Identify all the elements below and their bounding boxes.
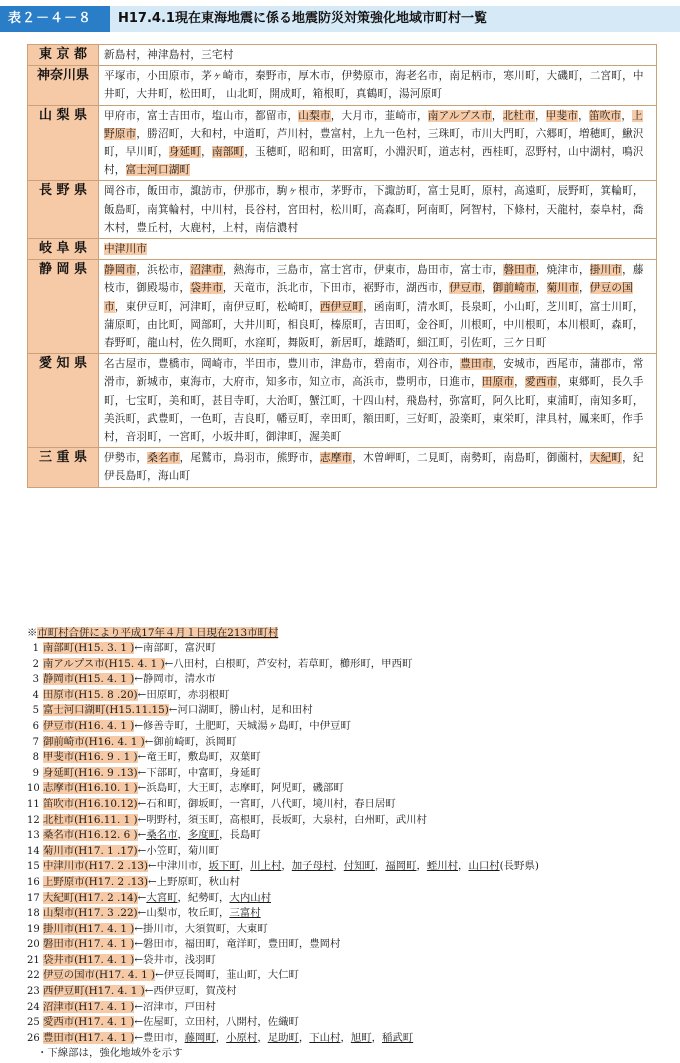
municipality-text: 桑名市 — [147, 452, 180, 465]
municipality-text: 豊田市 — [460, 358, 493, 371]
merger-item — [27, 875, 667, 891]
merger-text: ， — [177, 829, 188, 842]
municipality-text: ，安城市，西尾市，蒲郡市，常滑市，新城市，東海市，大府市，知多市，知立市，高浜市，豊明市，日進市， — [104, 358, 644, 389]
municipality-text: 愛西市 — [524, 376, 558, 389]
merger-number: 22 — [27, 970, 40, 982]
merger-item — [27, 766, 667, 782]
municipality-text: ， — [578, 109, 589, 122]
prefecture-row — [28, 260, 657, 354]
merger-text: 静岡市(H15. 4. 1 ) — [43, 673, 135, 686]
merger-text: (長野県) — [499, 860, 539, 873]
municipality-text: 平塚市，小田原市，茅ヶ崎市，秦野市，厚木市，伊勢原市，海老名市，南足柄市，寒川町，大磯町，二宮町，中井町，大井町，松田町， 山北町，開成町，箱根町，真鶴町，湯河原町 — [104, 70, 644, 101]
merger-text: ， — [298, 1031, 310, 1044]
merger-item — [27, 828, 667, 844]
municipality-text: ，勝沼町，大和村，中道町，芦川村，豊富村，上九一色村，三珠町，市川大門町，六郷町，増穂町，鰍沢町，早川町， — [104, 127, 644, 159]
municipality-list — [99, 448, 657, 487]
merger-text: ←磐田市，福田町，竜洋町，豊田町，豊岡村 — [134, 938, 341, 951]
merger-text: 袋井市(H17. 4. 1 ) — [43, 953, 135, 966]
merger-text: ←河口湖町，勝山村，足和田村 — [168, 704, 313, 717]
municipality-text: ，浜松市， — [136, 264, 191, 277]
municipality-list — [99, 239, 657, 260]
municipality-text: ，尾鷲市，鳥羽市，熊野市， — [179, 452, 320, 465]
merger-item — [27, 672, 667, 688]
merger-number: 7 — [32, 736, 39, 748]
municipality-text: 北杜市 — [502, 109, 535, 122]
merger-text: ←田原町，赤羽根町 — [137, 688, 230, 701]
prefecture-row — [28, 45, 657, 66]
merger-item — [27, 922, 667, 938]
merger-list — [27, 641, 667, 1046]
merger-text: ←明野村，須玉町，高根町，長坂町，大泉村，白州町，武川村 — [137, 813, 427, 826]
merger-text: ←上野原町，秋山村 — [148, 875, 240, 888]
merger-text: 三富村 — [229, 907, 261, 920]
merger-text: 小原村 — [226, 1031, 258, 1044]
merger-number: 23 — [27, 986, 40, 998]
prefecture-municipality-table — [27, 44, 657, 488]
municipality-text: 甲斐市 — [545, 109, 579, 122]
merger-number: 3 — [32, 674, 39, 686]
municipality-text: 袋井市 — [190, 282, 223, 295]
municipality-text: 大紀町 — [589, 452, 623, 465]
municipality-text: 伊豆の国市 — [104, 282, 633, 313]
merger-item — [27, 968, 667, 984]
merger-item — [27, 1015, 667, 1031]
municipality-list — [99, 66, 657, 105]
prefecture-row — [28, 448, 657, 487]
merger-text: ←袋井市，浅羽町 — [134, 953, 216, 966]
merger-text: ←静岡市，清水市 — [134, 673, 216, 686]
merger-item — [27, 735, 667, 751]
merger-text: 上野原市(H17. 2 .13) — [43, 875, 148, 888]
merger-text: 伊豆の国市(H17. 4. 1 ) — [43, 969, 156, 982]
prefecture-row — [28, 105, 657, 181]
prefecture-row — [28, 354, 657, 448]
merger-text: 桑名市(H16.12. 6 ) — [43, 829, 138, 842]
merger-text: ， — [340, 1031, 351, 1044]
municipality-text: 笛吹市 — [588, 109, 622, 122]
municipality-text: ，紀伊長島町，海山町 — [104, 452, 644, 483]
merger-text: 西伊豆町(H17. 4. 1 ) — [43, 985, 145, 998]
merger-number: 1 — [32, 643, 39, 654]
merger-text: 笛吹市(H16.10.12) — [43, 797, 138, 810]
merger-text: ←石和町，御坂町，一宮町，八代町，境川村，春日居町 — [137, 797, 396, 810]
merger-number: 16 — [27, 876, 40, 888]
merger-text: 坂下町 — [208, 860, 240, 873]
municipality-text: 甲府市，富士吉田市，塩山市，都留市， — [104, 109, 299, 122]
merger-text: ， — [257, 1031, 268, 1044]
merger-item — [27, 906, 667, 922]
municipality-text: ， — [491, 109, 503, 122]
merger-text: 掛川市(H17. 4. 1 ) — [43, 922, 135, 935]
municipality-text: 西伊豆町 — [319, 300, 364, 313]
municipality-text: ，木曽岬町，二見町，南勢町，南島町，御薗村， — [352, 452, 590, 465]
municipality-text: ， — [514, 376, 525, 389]
prefecture-name: 神奈川県 — [28, 66, 99, 105]
municipality-text: 田原市 — [481, 376, 515, 389]
municipality-list — [99, 105, 657, 181]
merger-text: 御前崎市(H16. 4. 1 ) — [43, 735, 145, 748]
merger-item — [27, 1000, 667, 1016]
merger-number: 9 — [32, 767, 39, 779]
municipality-text: 山梨市 — [298, 109, 331, 122]
prefecture-name: 岐 阜 県 — [28, 239, 99, 260]
merger-item — [27, 657, 667, 673]
merger-text: 福岡町 — [385, 860, 417, 873]
merger-item — [27, 891, 667, 907]
merger-text: 桑名市 — [146, 829, 178, 842]
merger-text: ， — [333, 860, 344, 873]
municipality-text: 伊勢市， — [104, 452, 148, 465]
municipality-list — [99, 260, 657, 354]
merger-text: ← — [137, 829, 147, 842]
municipality-text: 富士河口湖町 — [125, 164, 191, 177]
merger-text: 志摩市(H16.10. 1 ) — [43, 782, 138, 795]
merger-text: ←小笠町，菊川町 — [137, 844, 220, 857]
merger-text: ←御前崎町，浜岡町 — [144, 735, 237, 748]
prefecture-name: 静 岡 県 — [28, 260, 99, 354]
merger-text: 菊川市(H17. 1 .17) — [43, 844, 138, 857]
prefecture-name: 長 野 県 — [28, 181, 99, 239]
merger-number: 12 — [27, 814, 40, 826]
merger-text: 身延町(H16. 9 .13) — [43, 766, 138, 779]
municipality-text: ，熱海市，三島市，富士宮市，伊東市，島田市，富士市， — [222, 264, 504, 277]
municipality-text: 伊豆市 — [449, 282, 482, 295]
municipality-text: ，玉穂町，昭和町，田富町，小淵沢町，道志村，西桂町，忍野村，山中湖村，鳴沢村， — [104, 146, 644, 177]
merger-number: 20 — [27, 939, 40, 951]
merger-text: ← — [137, 891, 147, 904]
merger-text: 川上村 — [250, 860, 282, 873]
prefecture-name: 三 重 県 — [28, 448, 99, 487]
merger-text: 富士河口湖町(H15.11.15) — [43, 704, 169, 717]
municipality-list — [99, 354, 657, 448]
merger-number: 8 — [32, 752, 39, 764]
merger-number: 10 — [27, 783, 40, 795]
merger-number: 24 — [27, 1001, 40, 1013]
merger-text: 磐田市(H17. 4. 1 ) — [43, 938, 135, 951]
merger-number: 2 — [32, 658, 39, 670]
merger-text: ， — [374, 860, 386, 873]
municipality-text: ，焼津市， — [535, 264, 590, 277]
prefecture-name: 山 梨 県 — [28, 105, 99, 181]
merger-text: ←西伊豆町，賀茂村 — [144, 985, 237, 998]
merger-item — [27, 984, 667, 1000]
municipality-text: 新島村，神津島村，三宅村 — [104, 49, 234, 61]
municipality-text: 中津川市 — [104, 243, 148, 256]
prefecture-name: 東 京 都 — [28, 45, 99, 66]
merger-number: 5 — [32, 705, 39, 717]
merger-text: 付知町 — [343, 860, 375, 873]
merger-text: ←下部町，中富町，身延町 — [137, 766, 261, 779]
merger-text: ←伊豆長岡町，韮山町，大仁町 — [155, 969, 299, 982]
municipality-list — [99, 45, 657, 66]
merger-number: 17 — [27, 892, 40, 904]
merger-item — [27, 703, 667, 719]
municipality-text: 身延町 — [168, 146, 202, 159]
merger-text: ， — [371, 1031, 383, 1044]
merger-text: ←浜島町，大王町，志摩町，阿児町，磯部町 — [137, 782, 344, 795]
merger-number: 15 — [27, 861, 40, 873]
merger-item — [27, 750, 667, 766]
merger-number: 6 — [32, 720, 39, 732]
municipality-text: ，大月市，韮崎市， — [330, 109, 428, 122]
merger-number: 21 — [27, 954, 40, 966]
prefecture-row — [28, 239, 657, 260]
prefecture-row — [28, 66, 657, 105]
merger-text: 足助町 — [267, 1031, 299, 1044]
merger-text: 下山村 — [309, 1031, 341, 1044]
municipality-text: ，藤枝市，御殿場市， — [104, 264, 644, 295]
merger-number: 14 — [27, 845, 40, 857]
merger-text: ←竜王町，敷島町，双葉町 — [137, 751, 261, 764]
merger-item — [27, 813, 667, 829]
merger-heading-text: 市町村合併により平成17年４月１日現在213市町村 — [37, 627, 279, 639]
municipality-text: 志摩市 — [319, 452, 353, 465]
merger-item — [27, 1031, 667, 1047]
merger-text: 大宮町 — [146, 891, 178, 904]
merger-text: 蛭川村 — [426, 860, 459, 873]
merger-text: ←八田村，白根町，芦安村，若草町，櫛形町，甲西町 — [164, 657, 413, 670]
merger-text: 南部町(H15. 3. 1 ) — [43, 642, 135, 654]
merger-text: 中津川市(H17. 2 .13) — [43, 860, 148, 873]
municipality-text: ，東郷町，長久手町，七宝町，美和町，甚目寺町，大治町，蟹江町，十四山村，飛島村，弥富町，阿久比町，東浦町，南知多町，美浜町，武豊町，一色町，吉良町，幡豆町，幸田町，額田町，三好町，設楽町，東栄町，津具村，鳳来町，作手村，音羽町，一宮町，小坂井町，御津町，渥美町 — [104, 376, 644, 444]
merger-text: 旭町 — [350, 1031, 372, 1044]
merger-text: 稲武町 — [382, 1031, 414, 1044]
merger-number: 4 — [32, 689, 39, 701]
prefecture-row — [28, 181, 657, 239]
municipality-text: 磐田市 — [503, 264, 536, 277]
merger-heading-text: ※ — [27, 627, 38, 639]
merger-text: 大紀町(H17. 2 .14) — [43, 891, 138, 904]
merger-heading — [27, 626, 667, 641]
municipality-text: ， — [534, 109, 546, 122]
merger-text: ， — [281, 860, 292, 873]
merger-item — [27, 719, 667, 735]
merger-text: ←山梨市，牧丘町， — [137, 907, 230, 920]
municipality-text: ， — [201, 146, 212, 159]
merger-text: 愛西市(H17. 4. 1 ) — [43, 1016, 135, 1029]
merger-text: ←豊田市， — [134, 1031, 185, 1044]
merger-number: 18 — [27, 908, 40, 920]
merger-text: 田原市(H15. 8 .20) — [43, 688, 138, 701]
prefecture-name: 愛 知 県 — [28, 354, 99, 448]
merger-number: 25 — [27, 1017, 40, 1029]
municipality-text: 掛川市 — [589, 264, 623, 277]
merger-text: ←修善寺町，土肥町，天城湯ヶ島町，中伊豆町 — [134, 719, 351, 732]
merger-text: 甲斐市(H16. 9 . 1 ) — [43, 751, 138, 764]
merger-item — [27, 781, 667, 797]
merger-number: 19 — [27, 923, 40, 935]
merger-text: ， — [239, 860, 251, 873]
merger-item — [27, 797, 667, 813]
merger-text: ←佐屋町，立田村，八開村，佐織町 — [134, 1016, 299, 1029]
municipality-text: ，東伊豆町，河津町，南伊豆町，松崎町， — [114, 300, 320, 313]
municipality-text: ， — [535, 282, 547, 295]
municipality-text: 名古屋市，豊橋市，岡崎市，半田市，豊川市，津島市，碧南市，刈谷市， — [104, 358, 461, 371]
table-title-bar — [0, 6, 680, 32]
municipality-text: 上野原市 — [104, 109, 643, 140]
municipality-text: 御前崎市 — [492, 282, 536, 295]
merger-number: 26 — [27, 1032, 40, 1044]
merger-item — [27, 937, 667, 953]
table-title: H17.4.1現在東海地震に係る地震防災対策強化地域市町村一覧 — [110, 6, 680, 32]
municipality-text: ，函南町，清水町，長泉町，小山町，芝川町，富士川町，蒲原町，由比町，岡部町，大井川町，相良町，榛原町，吉田町，金谷町，川根町，中川根町，本川根町，森町，春野町，龍山村，佐久間町，水窪町，舞阪町，新居町，雄踏町，細江町，引佐町，三ケ日町 — [104, 300, 644, 350]
merger-text: 北杜市(H16.11. 1 ) — [43, 813, 138, 826]
merger-item — [27, 953, 667, 969]
footnote: ・下線部は，強化地域外を示す — [37, 1047, 183, 1060]
merger-text: ←中津川市， — [148, 860, 209, 873]
merger-text: 山口村 — [468, 860, 500, 873]
merger-text: ， — [416, 860, 427, 873]
merger-item — [27, 688, 667, 704]
municipality-text: ， — [481, 282, 493, 295]
municipality-text: 沼津市 — [190, 264, 223, 277]
merger-text: 藤岡町 — [184, 1031, 216, 1044]
merger-text: 加子母村 — [291, 860, 334, 873]
merger-text: ←沼津市，戸田村 — [134, 1000, 216, 1013]
municipality-text: ， — [578, 282, 590, 295]
merger-text: ，紀勢町， — [177, 891, 230, 904]
municipality-text: ，天竜市，浜北市，下田市，裾野市，湖西市， — [222, 282, 450, 295]
municipality-text: 岡谷市，飯田市，諏訪市，伊那市，駒ヶ根市，茅野市，下諏訪町，富士見町，原村，高遠町，辰野町，箕輪町，飯島町，南箕輪村，中川村，長谷村，宮田村，松川町，高森町，阿南町，阿智村，下條村，天龍村，泰阜村，喬木村，豊丘村，大鹿村，上村，南信濃村 — [104, 185, 644, 234]
merger-text: ←掛川市，大須賀町，大東町 — [134, 922, 268, 935]
merger-text: 豊田市(H17. 4. 1 ) — [43, 1031, 135, 1044]
merger-item — [27, 844, 667, 860]
municipality-list — [99, 181, 657, 239]
municipality-text: 静岡市 — [104, 264, 137, 277]
merger-text: ， — [215, 1031, 227, 1044]
municipality-text: 菊川市 — [546, 282, 579, 295]
merger-text: 南アルプス市(H15. 4. 1 ) — [43, 657, 165, 670]
merger-item — [27, 641, 667, 657]
merger-text: ←南部町，富沢町 — [134, 642, 216, 654]
merger-text: ， — [458, 860, 469, 873]
merger-notes — [27, 626, 667, 1061]
merger-item — [27, 859, 667, 875]
municipality-text: 南アルプス市 — [427, 109, 492, 122]
table-number-badge: 表２－４－８ — [0, 6, 110, 32]
merger-text: 伊豆市(H16. 4. 1 ) — [43, 719, 135, 732]
merger-text: 山梨市(H17. 3 .22) — [43, 907, 138, 920]
municipality-text: 南部町 — [211, 146, 245, 159]
merger-number: 13 — [27, 830, 40, 842]
merger-number: 11 — [27, 798, 40, 810]
municipality-text: ， — [621, 109, 633, 122]
merger-text: 沼津市(H17. 4. 1 ) — [43, 1000, 135, 1013]
merger-text: 大内山村 — [229, 891, 272, 904]
merger-text: ，長島町 — [219, 829, 261, 842]
merger-text: 多度町 — [187, 829, 220, 842]
